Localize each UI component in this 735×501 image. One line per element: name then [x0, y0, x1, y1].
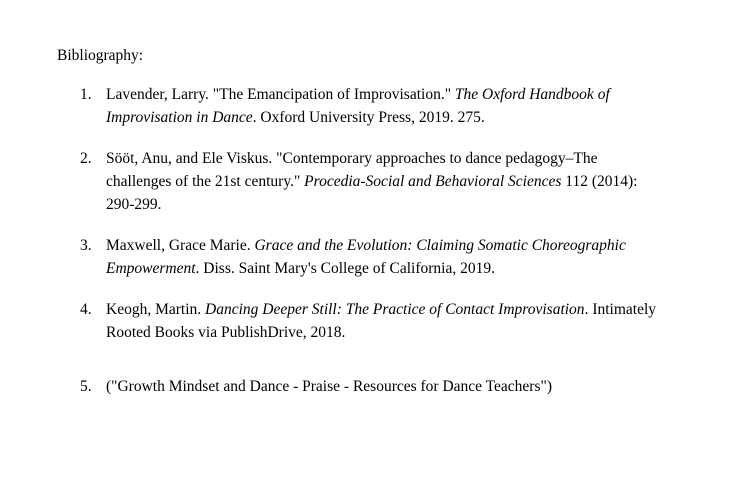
- entry-number: 5.: [80, 378, 92, 395]
- entry-line: [106, 298, 700, 321]
- citation-text: . Intimately: [584, 301, 657, 318]
- entry-line: [106, 170, 700, 193]
- bibliography-entry-2: [80, 147, 700, 216]
- entry-text: [106, 375, 700, 398]
- citation-title-italic: Improvisation in Dance: [106, 109, 253, 126]
- entry-text: [106, 234, 700, 280]
- entry-number: 2.: [80, 150, 92, 167]
- citation-title-italic: The Oxford Handbook of: [454, 86, 610, 103]
- citation-text: 112 (2014):: [561, 173, 638, 190]
- entry-line: [106, 321, 700, 344]
- citation-title-italic: Procedia-Social and Behavioral Sciences: [304, 173, 562, 190]
- citation-title-italic: Empowerment: [106, 260, 196, 277]
- citation-text: challenges of the 21st century.": [106, 173, 305, 190]
- citation-text: ("Growth Mindset and Dance - Praise - Resources for Dance Teachers"): [106, 378, 552, 395]
- citation-text: Maxwell, Grace Marie.: [106, 237, 255, 254]
- entry-number: 3.: [80, 237, 92, 254]
- citation-text: . Diss. Saint Mary's College of California, 2019.: [195, 260, 495, 277]
- bibliography-entry-1: [80, 83, 700, 129]
- citation-title-italic: Dancing Deeper Still: The Practice of Contact Improvisation: [205, 301, 585, 318]
- bibliography-entry-3: [80, 234, 700, 280]
- citation-text: Keogh, Martin.: [106, 301, 206, 318]
- citation-text: Sööt, Anu, and Ele Viskus. "Contemporary approaches to dance pedagogy–The: [106, 150, 598, 167]
- bibliography-entry-4: [80, 298, 700, 344]
- entry-text: [106, 83, 700, 129]
- bibliography-heading: Bibliography:: [57, 47, 144, 64]
- entry-line: [106, 234, 700, 257]
- entry-text: [106, 147, 700, 216]
- bibliography-entry-5: [80, 375, 700, 398]
- entry-line: [106, 375, 700, 398]
- citation-text: Rooted Books via PublishDrive, 2018.: [106, 324, 346, 341]
- entry-number: 4.: [80, 301, 92, 318]
- citation-text: . Oxford University Press, 2019. 275.: [252, 109, 485, 126]
- entry-number: 1.: [80, 86, 92, 103]
- entry-line: [106, 193, 700, 216]
- citation-text: 290-299.: [106, 196, 162, 213]
- entry-line: [106, 257, 700, 280]
- entry-line: [106, 83, 700, 106]
- entry-line: [106, 106, 700, 129]
- citation-text: Lavender, Larry. "The Emancipation of Improvisation.": [106, 86, 455, 103]
- entry-text: [106, 298, 700, 344]
- entry-line: [106, 147, 700, 170]
- citation-title-italic: Grace and the Evolution: Claiming Somatic Choreographic: [254, 237, 626, 254]
